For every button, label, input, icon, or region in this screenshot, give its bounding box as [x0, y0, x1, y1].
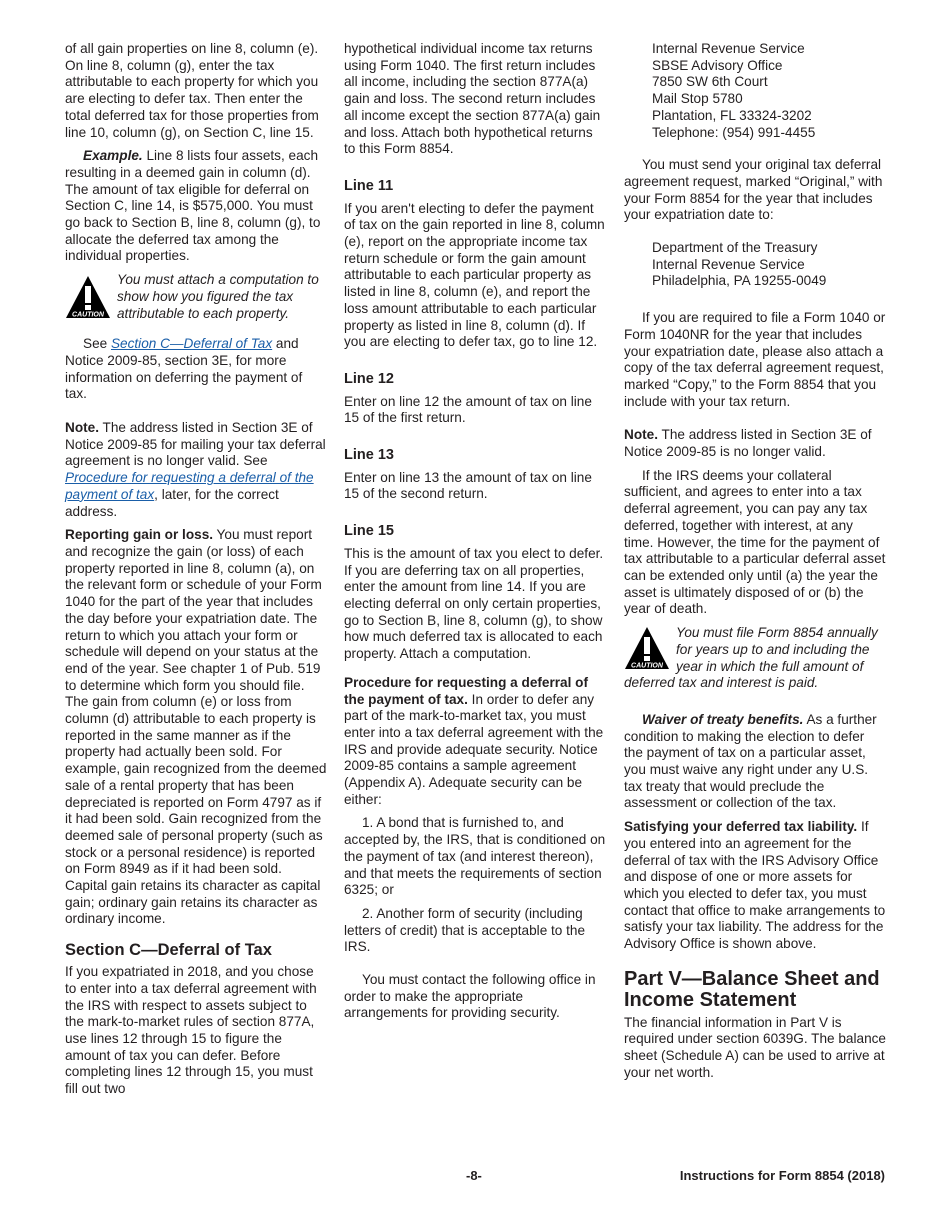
reporting-text: You must report and recognize the gain (or loss) of each property reported in line 8, column (a), on the relevant form or schedule of your Form 1040 for the part of the year that includes the day before your expatriation date. The return to which you attach your form or schedule will depend on your status at the end of the year. See chapter 1 of Pub. 519 to determine which form you should file. The gain from column (e) or loss from column (d) attributable to each property is reported in the same manner as if the property had actually been sold. For example, gain recognized from the deemed sale of a rental property that has been depreciated is reported on Form 4797 as if it had been sold. Gain recognized from the deemed sale of personal property (such as stock or a personal residence) is reported on Form 8949 as if it had been sold. Capital gain retains its character as capital gain; ordinary gain retains its character as ordinary income. [65, 527, 327, 927]
line-13-heading: Line 13 [344, 447, 394, 464]
caution-note [65, 272, 327, 322]
waiver-text: As a further condition to making the election to defer the payment of tax on a particular asset, you must waive any right under any U.S. tax treaty that would preclude the assessment or collection of the tax. [624, 711, 877, 811]
column-2 [344, 41, 606, 1029]
example-label: Example. [83, 148, 143, 164]
caution-icon [65, 274, 111, 320]
line-12-heading: Line 12 [344, 370, 394, 387]
line-15-heading: Line 15 [344, 523, 394, 540]
line-11-heading: Line 11 [344, 177, 394, 194]
line-13-text: Enter on line 13 the amount of tax on line 15 of the second return. [344, 469, 592, 502]
column-1 [65, 41, 327, 1105]
part-v-paragraph: The financial information in Part V is required under section 6039G. The balance sheet (Schedule A) can be used to arrive at your net worth. [624, 1014, 886, 1080]
address-line: Internal Revenue Service [652, 256, 805, 272]
address-line: Department of the Treasury [652, 240, 818, 256]
address-line: 7850 SW 6th Court [652, 74, 768, 90]
section-c-link[interactable]: Section C—Deferral of Tax [110, 336, 273, 352]
reporting-paragraph [65, 527, 327, 928]
section-c-paragraph: If you expatriated in 2018, and you chose to enter into a tax deferral agreement with the IRS with respect to assets subject to the mark-to-market rules of section 877A, use lines 12 through 15 to figure the amount of tax you can defer. Before completing lines 12 through 15, you must fill out two [65, 964, 317, 1097]
contact-paragraph: You must contact the following office in order to make the appropriate arrangements for providing security. [344, 972, 596, 1021]
caution-label: CAUTION [72, 311, 104, 319]
waiver-label: Waiver of treaty benefits. [642, 711, 804, 727]
note-paragraph [65, 420, 327, 520]
example-text: Line 8 lists four assets, each resulting in a deemed gain in column (d). The amount of tax eligible for deferral on Section C, line 14, is $575,000. You must go back to Section B, line 8, column (g), to allocate the deferred tax among the individual properties. [65, 148, 321, 264]
address-line: Mail Stop 5780 [652, 91, 743, 107]
satisfying-text: If you entered into an agreement for the deferral of tax with the IRS Advisory Office and dispose of one or more assets for which you elected to defer tax, you must contact that office to make arrangements to satisfy your tax liability. The address for the Advisory Office is shown above. [624, 819, 886, 952]
column-3 [624, 41, 886, 1089]
send-paragraph: You must send your original tax deferral agreement request, marked “Original,” with your Form 8854 for the year that includes your expatriation date to: [624, 157, 883, 223]
see-paragraph [65, 336, 327, 403]
satisfying-label: Satisfying your deferred tax liability. [624, 819, 858, 835]
satisfying-paragraph [624, 819, 886, 953]
paragraph: of all gain properties on line 8, column (e). On line 8, column (g), enter the tax attributable to each property for which you are electing to defer tax. Then enter the total deferred tax for those properties from line 10, column (g), on Section C, line 15. [65, 41, 319, 140]
list-item: 2. Another form of security (including letters of credit) that is acceptable to the IRS. [344, 905, 586, 955]
note-text: The address listed in Section 3E of Notice 2009-85 for mailing your tax deferral agreement is no longer valid. See [65, 420, 326, 469]
section-c-heading: Section C—Deferral of Tax [65, 941, 272, 960]
collateral-paragraph: If the IRS deems your collateral sufficient, and agrees to enter into a tax deferral agreement, you can pay any tax deferred, together with interest, at any time. However, the time for the payment of tax attributable to a particular deferral asset can be extended only until (a) the year the asset is ultimately disposed of or (b) the year of death. [624, 467, 886, 617]
note-label: Note. [65, 420, 99, 436]
list-item: 1. A bond that is furnished to, and accepted by, the IRS, that is conditioned on the payment of tax (and interest thereon), and that meets the requirements of section 6325; or [344, 815, 606, 898]
line-12-text: Enter on line 12 the amount of tax on line 15 of the first return. [344, 393, 592, 426]
reporting-label: Reporting gain or loss. [65, 527, 214, 543]
caution-label: CAUTION [631, 662, 663, 670]
see-post: and Notice 2009-85, section 3E, for more information on deferring the payment of tax. [65, 336, 303, 402]
procedure-paragraph [344, 675, 606, 809]
advisory-office-address [624, 41, 886, 141]
address-line: SBSE Advisory Office [652, 57, 783, 73]
note-label: Note. [624, 427, 658, 443]
address-line: Plantation, FL 33324-3202 [652, 107, 812, 123]
required-paragraph: If you are required to file a Form 1040 or Form 1040NR for the year that includes your expatriation date, please also attach a copy of the tax deferral agreement request, marked “Copy,” to the Form 8854 that you include with your tax return. [624, 310, 886, 409]
procedure-text: In order to defer any part of the mark-to-market tax, you must enter into a tax deferral agreement with the IRS and provide adequate security. Notice 2009-85 contains a sample agreement (Appendix A). Adequate security can be either: [344, 691, 604, 807]
caution-text: You must file Form 8854 annually for years up to and including the year in which the full amount of deferred tax and interest is paid. [624, 625, 878, 691]
address-line: Internal Revenue Service [652, 41, 805, 56]
address-line: Telephone: (954) 991-4455 [652, 124, 816, 140]
caution-icon [624, 625, 670, 671]
page-number: -8- [466, 1168, 482, 1183]
treasury-address [624, 240, 886, 290]
paragraph: hypothetical individual income tax returns using Form 1040. The first return includes all income, including the section 877A(a) gain and loss. The second return includes all income except the section 877A(a) gain and loss. Attach both hypothetical returns to this Form 8854. [344, 41, 601, 157]
caution-note [624, 625, 886, 692]
see-pre: See [83, 336, 111, 352]
note-post: , later, for the correct address. [65, 486, 279, 519]
footer-title: Instructions for Form 8854 (2018) [679, 1168, 885, 1183]
line-11-text: If you aren't electing to defer the payment of tax on the gain reported in line 8, column (e), report on the appropriate income tax return schedule or form the gain amount attributable to each particular property as listed in line 8, column (e), and report the loss amount attributable to each particular property as listed in line 8, column (d). If you are electing to defer tax, go to line 12. [344, 200, 605, 350]
note-text: The address listed in Section 3E of Notice 2009-85 is no longer valid. [624, 427, 872, 460]
example-paragraph [65, 148, 327, 265]
procedure-link[interactable]: Procedure for requesting a deferral of the payment of tax [65, 470, 314, 502]
procedure-label: Procedure for requesting a deferral of the payment of tax. [344, 674, 588, 707]
note-paragraph [624, 427, 886, 460]
part-v-heading: Part V—Balance Sheet and Income Statement [624, 967, 880, 1011]
caution-text: You must attach a computation to show how you figured the tax attributable to each property. [117, 272, 319, 321]
address-line: Philadelphia, PA 19255-0049 [652, 273, 827, 289]
line-15-text: This is the amount of tax you elect to defer. If you are deferring tax on all properties, enter the amount from line 14. If you are electing deferral on only certain properties, go to Section B, line 8, column (g), to show how much deferred tax is allocated to each property. Attach a computation. [344, 545, 604, 662]
waiver-paragraph [624, 712, 886, 812]
